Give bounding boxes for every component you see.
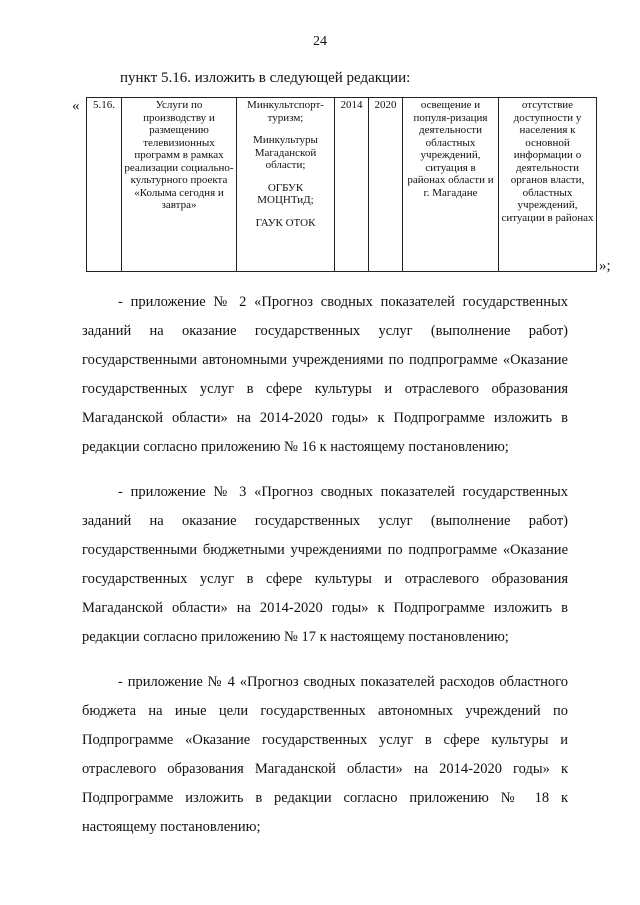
executor-1: Минкультспорт-туризм; (247, 99, 324, 124)
amendment-intro: пункт 5.16. изложить в следующей редакции: (120, 70, 411, 86)
executor-2: Минкультуры Магаданской области; (253, 134, 318, 171)
paragraph-appendix-2: - приложение № 2 «Прогноз сводных показателей государственных заданий на оказание государственных услуг (выполнение работ) государственными автономными учреждениями по подпрограмме «Оказание государственных услуг в сфере культуры и отраслевого образования Магаданской области» на 2014-2020 годы» к Подпрограмме изложить в редакции согласно приложению № 16 к настоящему постановлению; (82, 294, 568, 455)
result-cell: освещение и популя-ризация деятельности областных учреждений, ситуация в районах области и г. Магадане (403, 98, 499, 272)
page-number: 24 (313, 34, 327, 49)
paragraph-appendix-4: - приложение № 4 «Прогноз сводных показателей расходов областного бюджета на иные цели государственных автономных учреждений по Подпрограмме «Оказание государственных услуг в сфере культуры и отраслевого образования Магаданской области» на 2014-2020 годы» к Подпрограмме изложить в редакции согласно приложению № 18 к настоящему постановлению; (82, 674, 568, 835)
year-end-cell: 2020 (369, 98, 403, 272)
closing-quote: »; (599, 258, 611, 274)
problem-cell: отсутствие доступности у населения к основной информации о деятельности органов власти, областных учреждений, ситуации в районах (499, 98, 597, 272)
executor-4: ГАУК ОТОК (255, 216, 316, 229)
paragraph-appendix-3: - приложение № 3 «Прогноз сводных показателей государственных заданий на оказание государственных услуг (выполнение работ) государственными бюджетными учреждениями по подпрограмме «Оказание государственных услуг в сфере культуры и отраслевого образования Магаданской области» на 2014-2020 годы» к Подпрограмме изложить в редакции согласно приложению № 17 к настоящему постановлению; (82, 484, 568, 645)
item-number-cell: 5.16. (87, 98, 122, 272)
year-start-cell: 2014 (335, 98, 369, 272)
amendment-table (86, 97, 597, 272)
executor-3: ОГБУК МОЦНТиД; (257, 181, 314, 206)
opening-quote: « (72, 98, 80, 114)
executors-cell (237, 98, 335, 272)
table-row (87, 98, 597, 272)
service-description-cell: Услуги по производству и размещению телевизионных программ в рамках реализации социально-культурного проекта «Колыма сегодня и завтра» (122, 98, 237, 272)
